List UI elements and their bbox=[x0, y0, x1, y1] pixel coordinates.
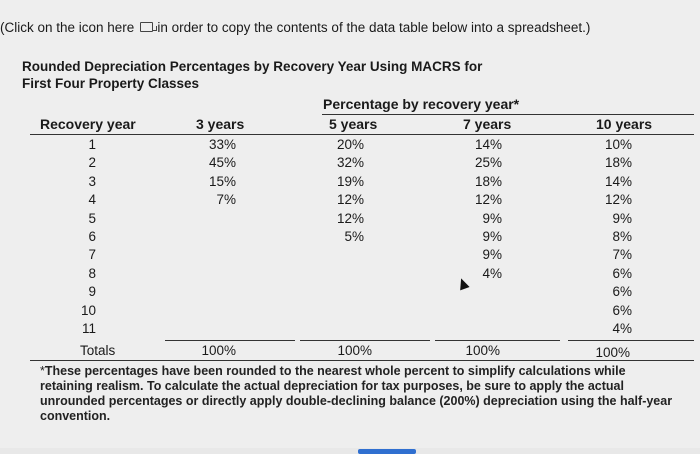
totals-7-years: 100% bbox=[465, 343, 500, 358]
copy-icon[interactable] bbox=[140, 22, 153, 32]
totals-rule-7 bbox=[435, 340, 560, 341]
cell-recovery-year: 2 bbox=[88, 155, 96, 171]
column-header-5-years: 5 years bbox=[329, 116, 378, 132]
group-header-rule bbox=[322, 114, 694, 115]
cell-10-years: 10% bbox=[604, 137, 632, 152]
table-title-line2: First Four Property Classes bbox=[22, 76, 200, 91]
cell-5-years: 32% bbox=[336, 155, 364, 171]
cell-5-years: 20% bbox=[336, 137, 364, 152]
footnote-star: * bbox=[40, 364, 45, 378]
cell-10-years: 6% bbox=[612, 302, 632, 318]
cell-10-years: 4% bbox=[612, 321, 632, 336]
cell-10-years: 12% bbox=[604, 192, 632, 208]
totals-rule-3 bbox=[165, 340, 295, 341]
footnote bbox=[40, 364, 680, 424]
totals-label: Totals bbox=[80, 343, 116, 358]
header-rule bbox=[30, 134, 694, 135]
cell-10-years: 7% bbox=[612, 247, 632, 263]
footnote-text: These percentages have been rounded to the nearest whole percent to simplify calculations while retaining realism. To calculate the actual depreciation for tax purposes, be sure to apply the actual unrounded percentages or directly apply double-declining balance (200%) depreciation using the half-year convention. bbox=[40, 364, 673, 423]
cell-7-years: 9% bbox=[482, 247, 502, 263]
totals-3-years: 100% bbox=[201, 343, 236, 358]
cell-3-years: 45% bbox=[208, 155, 236, 171]
cell-7-years: 9% bbox=[482, 229, 502, 244]
cell-recovery-year: 3 bbox=[88, 173, 96, 189]
cell-10-years: 8% bbox=[612, 229, 632, 244]
totals-5-years: 100% bbox=[337, 343, 372, 358]
group-header: Percentage by recovery year* bbox=[323, 96, 520, 112]
cell-5-years: 5% bbox=[344, 229, 364, 244]
cell-10-years: 9% bbox=[612, 210, 632, 226]
cell-recovery-year: 5 bbox=[88, 210, 96, 226]
totals-bottom-rule bbox=[30, 360, 694, 361]
bottom-tab-indicator[interactable] bbox=[358, 449, 416, 454]
column-header-recovery-year: Recovery year bbox=[40, 116, 136, 132]
cell-10-years: 6% bbox=[612, 265, 632, 281]
cell-3-years: 7% bbox=[216, 192, 236, 208]
cell-5-years: 12% bbox=[336, 192, 364, 208]
column-header-3-years: 3 years bbox=[196, 116, 245, 132]
cell-recovery-year: 4 bbox=[88, 192, 96, 208]
cell-7-years: 9% bbox=[482, 210, 502, 226]
cell-recovery-year: 1 bbox=[88, 137, 96, 152]
bottom-bar bbox=[0, 448, 700, 454]
instruction-before: (Click on the icon here bbox=[0, 20, 135, 35]
cell-7-years: 25% bbox=[474, 155, 502, 171]
cell-10-years: 18% bbox=[604, 155, 632, 171]
totals-10-years: 100% bbox=[595, 345, 630, 360]
cell-7-years: 4% bbox=[482, 265, 502, 281]
cell-5-years: 19% bbox=[336, 173, 364, 189]
column-header-7-years: 7 years bbox=[463, 116, 512, 132]
column-header-10-years: 10 years bbox=[596, 116, 653, 132]
cell-recovery-year: 7 bbox=[88, 247, 96, 263]
instruction-after: in order to copy the contents of the data table below into a spreadsheet.) bbox=[157, 20, 591, 35]
cell-10-years: 14% bbox=[604, 173, 632, 189]
cell-5-years: 12% bbox=[336, 210, 364, 226]
cell-10-years: 6% bbox=[612, 284, 632, 300]
instruction-line bbox=[0, 20, 590, 35]
cell-recovery-year: 10 bbox=[80, 302, 96, 318]
table-title-line1: Rounded Depreciation Percentages by Recovery Year Using MACRS for bbox=[22, 59, 483, 74]
cell-7-years: 18% bbox=[474, 173, 502, 189]
cell-7-years: 12% bbox=[474, 192, 502, 208]
totals-rule-5 bbox=[300, 340, 430, 341]
table-title bbox=[22, 58, 482, 92]
cell-recovery-year: 11 bbox=[81, 321, 96, 336]
cell-recovery-year: 9 bbox=[88, 284, 96, 300]
cell-3-years: 15% bbox=[208, 173, 236, 189]
cell-7-years: 14% bbox=[474, 137, 502, 152]
totals-rule-10 bbox=[568, 340, 694, 341]
cell-3-years: 33% bbox=[208, 137, 236, 152]
cell-recovery-year: 8 bbox=[88, 265, 96, 281]
cell-recovery-year: 6 bbox=[88, 229, 96, 244]
